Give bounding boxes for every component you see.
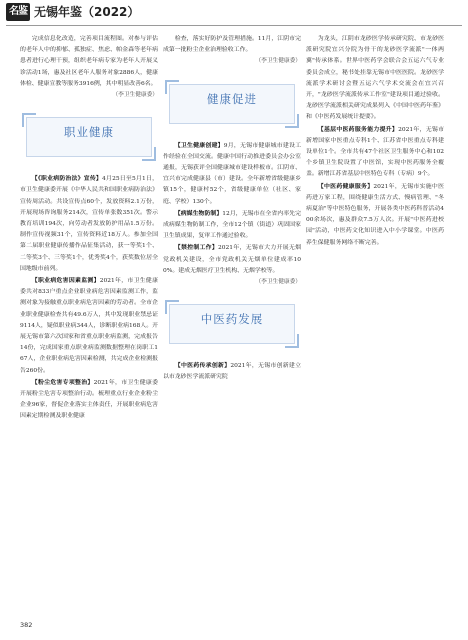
page-number: 382 xyxy=(20,621,33,629)
logo-mark: 名鉴 xyxy=(6,3,30,21)
paragraph-text: 2021年，市卫生健康委开展粉尘危害专项整治行动。梳理重点行业企业粉尘企业96家，督促企业落实主体责任，开展职业病危害因素定期检测及职业健康 xyxy=(20,379,158,420)
column-3 xyxy=(306,34,444,249)
section-heading-health-promotion xyxy=(163,74,301,132)
yearbook-logo xyxy=(6,3,30,21)
paragraph-text: 9月，无锡市健康城市建设工作经验在全国交流。健康中国行动推进委员会办公室通报，无锡获评全国健康城市建设样板市。江阴市、宜兴市完成健康县（市）建设。全年新增省级健康乡镇15个，健康村52个，省级健康单位（社区、家庭、学校）130个。 xyxy=(163,142,302,205)
section-title: 职业健康 xyxy=(64,125,114,140)
entry-title: 【卫生健康创建】 xyxy=(174,141,224,149)
paragraph-text: 检查，落实好防护及管理措施。11月，江阴市完成第一批粉尘企业治理验收工作。 xyxy=(163,36,301,54)
entry-title: 【《职业病防治法》宣传】 xyxy=(31,175,103,183)
column-2 xyxy=(163,34,301,384)
paragraph xyxy=(306,124,444,181)
paragraph-text: 2021年，市卫生健康委共对833户重点企业职业病危害因素监测工作，监测对象为接触重点职业病危害因素的劳动者。全市企业职业健康检查共有49.6万人，其中发现职业禁忌证9114人，疑似职业病344人，诊断职业病168人。开展无锡市第六次国家和省重点职业病监测，完成报告14份，完成国家重点职业病监测数据整理在岗职工167人，企业职业病危害因素检测，共完成企业检测报告260份。 xyxy=(20,278,159,374)
paragraph xyxy=(163,34,301,56)
paragraph xyxy=(20,377,158,423)
paragraph xyxy=(163,360,301,383)
paragraph-text: 2021年，无锡市实施中医药进万家工程，围绕健康生活方式、慢病管理、"冬病夏治"等中医特色服务，开展各类中医药科普活动400余场次，惠及群众7.5万人次。开展"中医药进校园"活动，中医药文化知识进入中小学课堂。中医药养生保健服务网络不断完善。 xyxy=(306,183,444,246)
source-signature: （李卫生健康委） xyxy=(112,92,158,99)
entry-title: 【禁控制工作】 xyxy=(174,244,219,252)
paragraph-text: 为龙头，江阴市龙砂医学传承研究院、市龙砂医派研究院宜兴分院为骨干的龙砂医学流派"一体两翼"传承体系。世界中医药学会联合会五运六气专业委员会成立，秘书处挂靠无锡市中医医院。龙砂医学流派学术研讨会暨五运六气学术交流会在宜兴召开，"龙砂医学流派传承工作室"建设项目通过验收。龙砂医学流派相关研究成果列入《中国中医药年鉴》和《中医药发展统计提要》。 xyxy=(306,36,444,121)
entry-title: 【基层中医药服务能力提升】 xyxy=(317,125,399,133)
entry-title: 【粉尘危害专项整治】 xyxy=(31,378,94,386)
paragraph-text: 2021年，无锡市新增国家中医重点专科1个、江苏省中医重点专科建设单位1个。全市共有47个社区卫生服务中心和102个乡镇卫生院设置了中医馆，实现中医药服务全覆盖。新增江苏省基层中医特色专科（专病）9个。 xyxy=(306,126,445,178)
section-heading-tcm-development xyxy=(163,294,301,352)
running-title: 无锡年鉴（2022） xyxy=(34,5,140,19)
entry-title: 【中医药健康服务】 xyxy=(317,182,374,190)
paragraph xyxy=(306,181,444,249)
paragraph xyxy=(163,242,301,277)
section-title: 健康促进 xyxy=(207,91,257,106)
paragraph xyxy=(20,275,158,377)
section-heading-occupational-health xyxy=(20,107,158,165)
paragraph-text: 完成信息化改造，完善项目流程图。对参与评估的老年人中的抑郁、孤独症、焦虑、帕金森等老年病患者进行心理干预，组织老年病专家为老年人开展义诊活动1场，惠及社区老年人服务对象2886人，健康体检、健康宣教等服务3916例，其中明显改善6名。 xyxy=(20,36,158,87)
column-1 xyxy=(20,34,158,423)
paragraph-text: 12月，无锡市在全省内率先完成病媒生物防制工作，全市12个镇（街道）巩固国家卫生镇成果，复审工作通过验收。 xyxy=(163,210,301,240)
paragraph-text: 4月25日至5月1日，市卫生健康委开展《中华人民共和国职业病防治法》宣传周活动。共设宣传点60个，发放资料2.1万份，开展现场咨询服务214次，宣传单张数351次。警示教育培训194次，向劳动者发放防护用品1.5万份。制作宣传视频31个，宣传资料近18万人。参加全国第二届职业健康传播作品征集活动，获一等奖1个、二等奖3个、三等奖1个，优秀奖4个，获奖数位居全国地级市前列。 xyxy=(20,176,158,272)
paragraph xyxy=(306,34,444,124)
paragraph xyxy=(20,34,158,90)
paragraph-text: 2021年，无锡市大力开展无烟党政机关建设，全市党政机关无烟单位建成率100%。建成无烟医疗卫生机构、无烟学校等。 xyxy=(163,245,301,274)
paragraph xyxy=(163,208,301,243)
paragraph xyxy=(20,173,158,275)
entry-title: 【病媒生物防制】 xyxy=(174,209,223,217)
header-rule xyxy=(6,25,462,26)
paragraph xyxy=(163,140,301,208)
page-header xyxy=(0,0,468,26)
entry-title: 【中医药传承创新】 xyxy=(174,362,231,370)
source-signature: （李卫生健康委） xyxy=(255,58,301,65)
source-signature: （李卫生健康委） xyxy=(255,279,301,286)
section-title: 中医药发展 xyxy=(200,312,264,327)
paragraph-text: 2021年，无锡市创新建立以市龙砂医学流派研究院 xyxy=(163,363,301,381)
entry-title: 【职业病危害因素监测】 xyxy=(31,277,100,285)
